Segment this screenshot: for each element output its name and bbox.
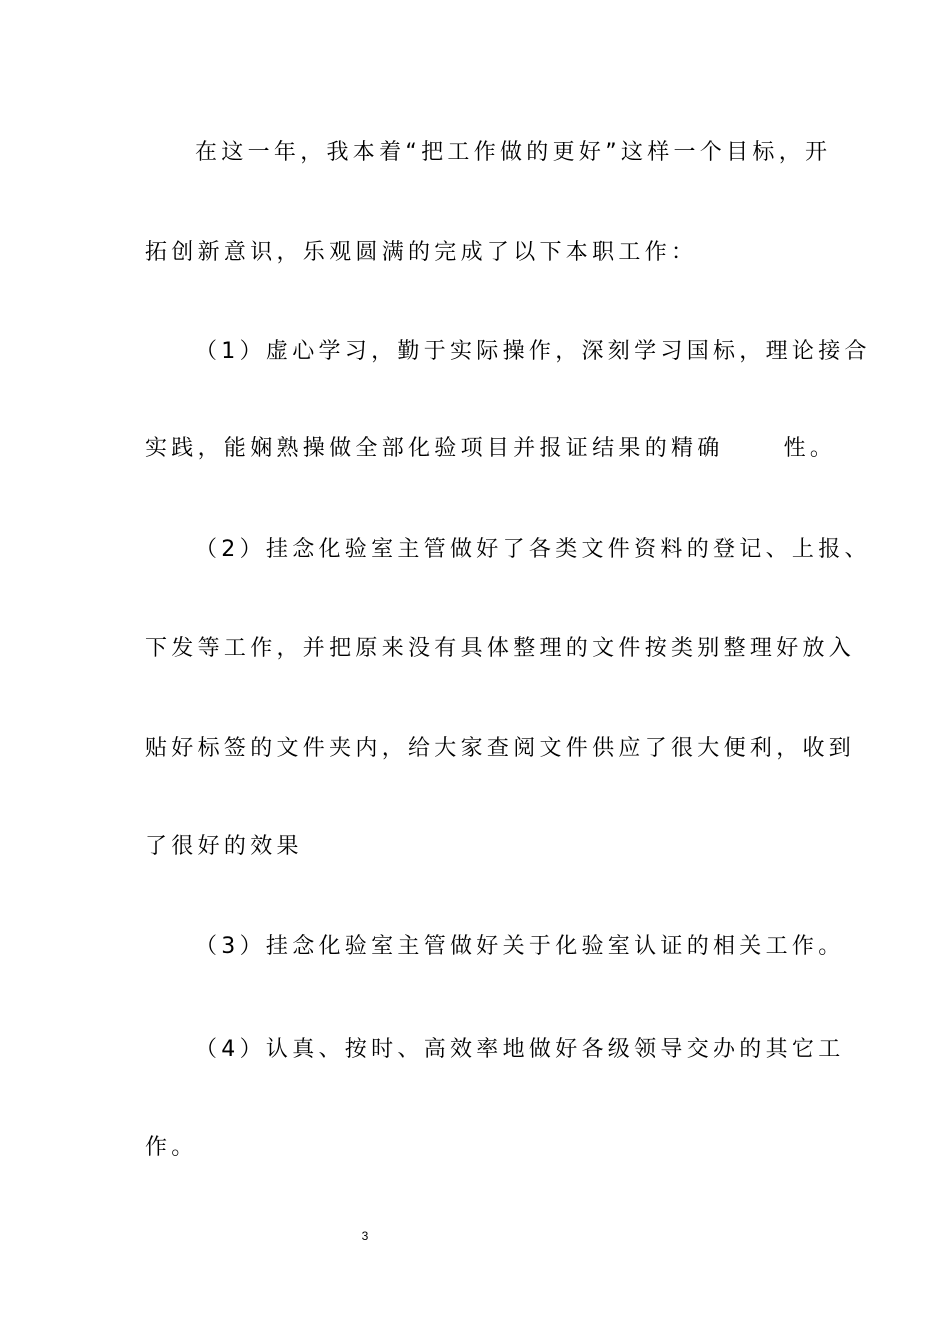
- paragraph-1-line-1: 在这一年，我本着“把工作做的更好”这样一个目标，开: [195, 140, 832, 165]
- paragraph-2-line-1: （1）虚心学习，勤于实际操作，深刻学习国标，理论接合: [195, 339, 871, 364]
- paragraph-3-line-3: 贴好标签的文件夹内，给大家查阅文件供应了很大便利，收到: [145, 736, 856, 761]
- paragraph-2-line-2-tail: 性。: [783, 436, 837, 461]
- paragraph-1-line-2: 拓创新意识，乐观圆满的完成了以下本职工作：: [145, 240, 698, 265]
- paragraph-2-line-2-text: 实践，能娴熟操做全部化验项目并报证结果的精确: [145, 436, 724, 461]
- paragraph-4-line-1: （3）挂念化验室主管做好关于化验室认证的相关工作。: [195, 934, 845, 959]
- page-number: 3: [361, 1229, 369, 1243]
- paragraph-2-line-2: [145, 434, 837, 464]
- paragraph-3-line-1: （2）挂念化验室主管做好了各类文件资料的登记、上报、: [195, 537, 871, 562]
- paragraph-5-line-2: 作。: [145, 1135, 198, 1160]
- paragraph-3-line-4: 了很好的效果: [145, 834, 303, 859]
- paragraph-5-line-1: （4）认真、按时、高效率地做好各级领导交办的其它工: [195, 1037, 845, 1062]
- paragraph-3-line-2: 下发等工作，并把原来没有具体整理的文件按类别整理好放入: [145, 636, 856, 661]
